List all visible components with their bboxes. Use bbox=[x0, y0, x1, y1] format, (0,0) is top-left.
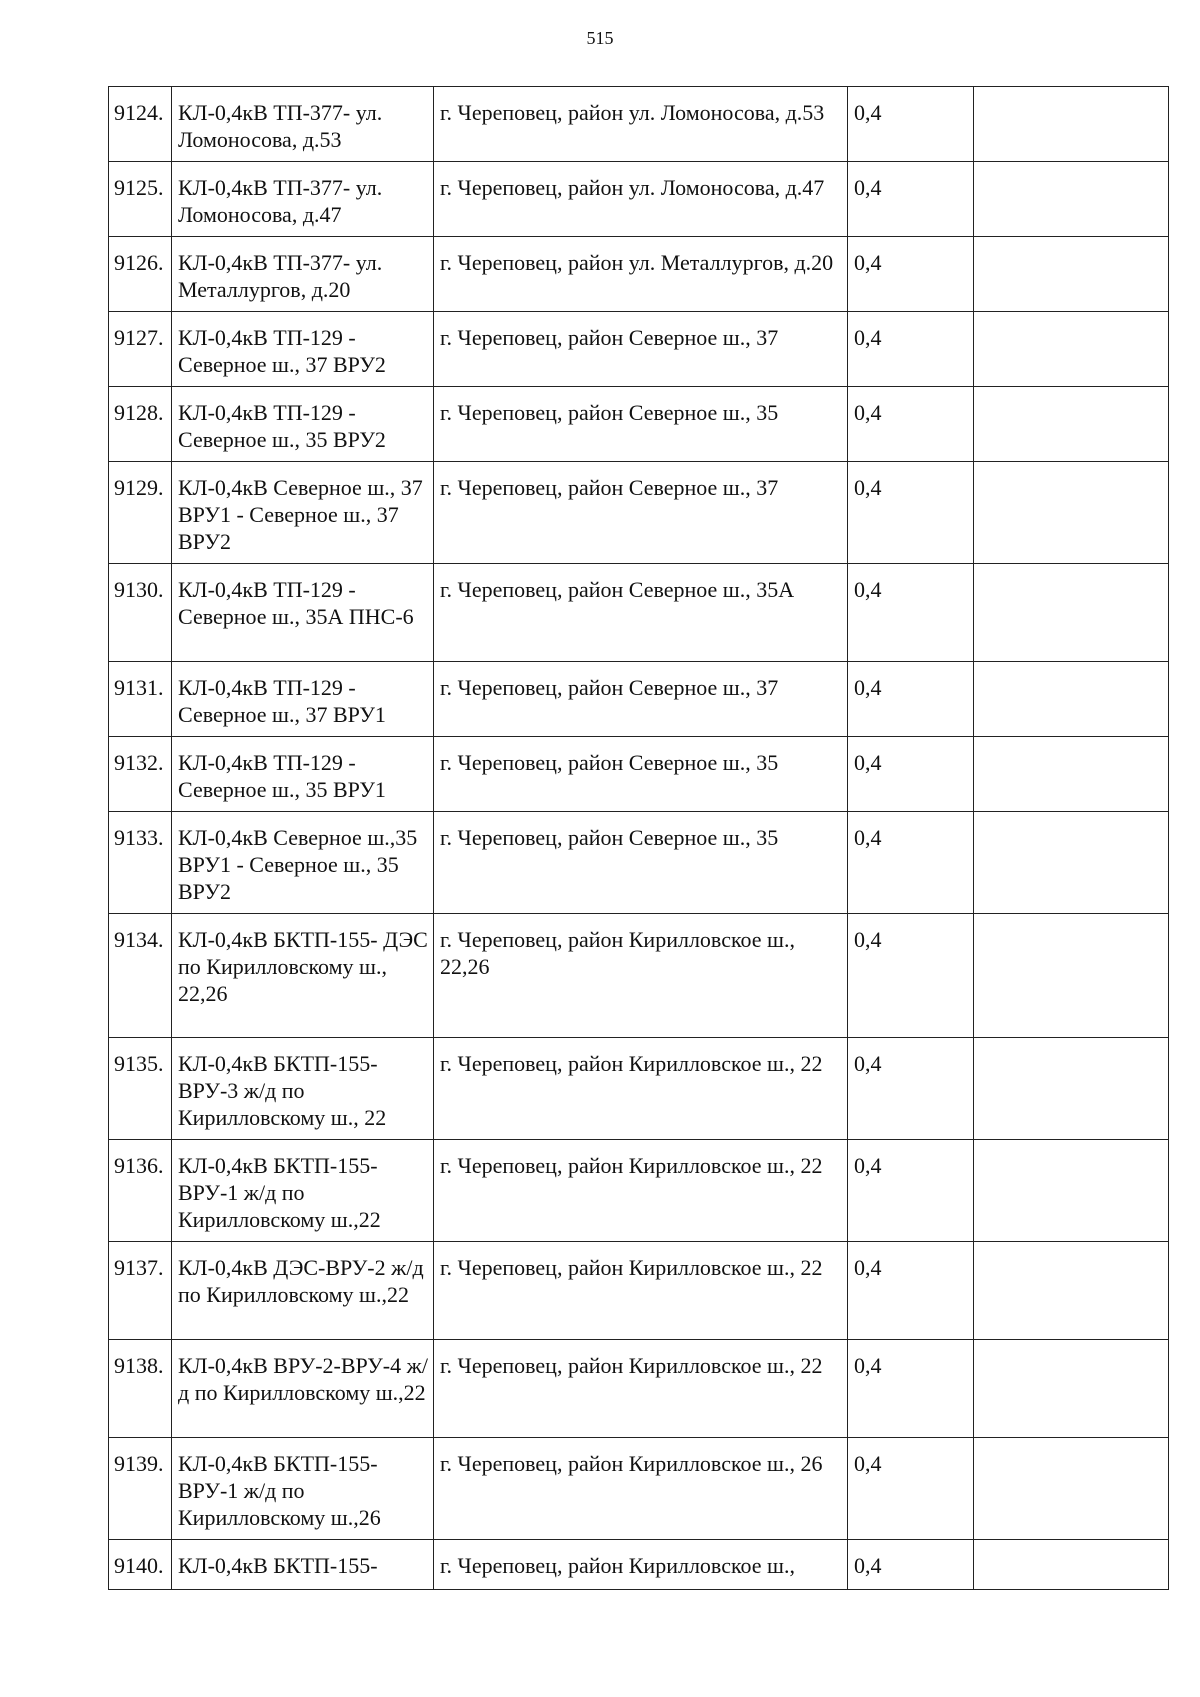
line-voltage: 0,4 bbox=[848, 1540, 974, 1590]
table-row bbox=[109, 1438, 1169, 1540]
row-number: 9130. bbox=[109, 564, 172, 662]
table-row bbox=[109, 87, 1169, 162]
line-location: г. Череповец, район Северное ш., 35 bbox=[434, 812, 848, 914]
empty-cell bbox=[974, 387, 1169, 462]
line-location: г. Череповец, район ул. Ломоносова, д.53 bbox=[434, 87, 848, 162]
line-location: г. Череповец, район Северное ш., 35А bbox=[434, 564, 848, 662]
empty-cell bbox=[974, 1242, 1169, 1340]
cable-lines-table bbox=[108, 86, 1169, 1590]
line-name: КЛ-0,4кВ Северное ш.,35 ВРУ1 - Северное ш., 35 ВРУ2 bbox=[172, 812, 434, 914]
row-number: 9136. bbox=[109, 1140, 172, 1242]
line-voltage: 0,4 bbox=[848, 462, 974, 564]
line-voltage: 0,4 bbox=[848, 312, 974, 387]
empty-cell bbox=[974, 564, 1169, 662]
empty-cell bbox=[974, 812, 1169, 914]
empty-cell bbox=[974, 1438, 1169, 1540]
page-number: 515 bbox=[586, 28, 614, 48]
line-location: г. Череповец, район Кирилловское ш., 22 bbox=[434, 1340, 848, 1438]
row-number: 9140. bbox=[109, 1540, 172, 1590]
line-location: г. Череповец, район Кирилловское ш., 22 bbox=[434, 1242, 848, 1340]
line-name: КЛ-0,4кВ БКТП-155- ВРУ-1 ж/д по Кирилловскому ш.,26 bbox=[172, 1438, 434, 1540]
line-voltage: 0,4 bbox=[848, 812, 974, 914]
line-location: г. Череповец, район Северное ш., 35 bbox=[434, 387, 848, 462]
table-row bbox=[109, 1340, 1169, 1438]
table-row bbox=[109, 462, 1169, 564]
empty-cell bbox=[974, 1340, 1169, 1438]
table-row bbox=[109, 162, 1169, 237]
line-name: КЛ-0,4кВ ТП-129 - Северное ш., 37 ВРУ2 bbox=[172, 312, 434, 387]
table-row bbox=[109, 812, 1169, 914]
row-number: 9129. bbox=[109, 462, 172, 564]
table-row bbox=[109, 312, 1169, 387]
line-location: г. Череповец, район ул. Металлургов, д.20 bbox=[434, 237, 848, 312]
row-number: 9132. bbox=[109, 737, 172, 812]
row-number: 9133. bbox=[109, 812, 172, 914]
empty-cell bbox=[974, 1038, 1169, 1140]
table-row bbox=[109, 1140, 1169, 1242]
line-location: г. Череповец, район Северное ш., 37 bbox=[434, 312, 848, 387]
line-voltage: 0,4 bbox=[848, 1140, 974, 1242]
table-body bbox=[109, 87, 1169, 1590]
table-row bbox=[109, 564, 1169, 662]
table-row bbox=[109, 1540, 1169, 1590]
line-voltage: 0,4 bbox=[848, 237, 974, 312]
row-number: 9125. bbox=[109, 162, 172, 237]
row-number: 9127. bbox=[109, 312, 172, 387]
line-voltage: 0,4 bbox=[848, 662, 974, 737]
row-number: 9126. bbox=[109, 237, 172, 312]
line-voltage: 0,4 bbox=[848, 1340, 974, 1438]
line-name: КЛ-0,4кВ Северное ш., 37 ВРУ1 - Северное ш., 37 ВРУ2 bbox=[172, 462, 434, 564]
row-number: 9138. bbox=[109, 1340, 172, 1438]
line-name: КЛ-0,4кВ ДЭС-ВРУ-2 ж/д по Кирилловскому ш.,22 bbox=[172, 1242, 434, 1340]
line-name: КЛ-0,4кВ ТП-129 - Северное ш., 35 ВРУ2 bbox=[172, 387, 434, 462]
line-voltage: 0,4 bbox=[848, 737, 974, 812]
line-name: КЛ-0,4кВ БКТП-155- ВРУ-3 ж/д по Кирилловскому ш., 22 bbox=[172, 1038, 434, 1140]
line-name: КЛ-0,4кВ ТП-377- ул. Ломоносова, д.53 bbox=[172, 87, 434, 162]
empty-cell bbox=[974, 162, 1169, 237]
line-name: КЛ-0,4кВ ТП-129 - Северное ш., 35 ВРУ1 bbox=[172, 737, 434, 812]
row-number: 9128. bbox=[109, 387, 172, 462]
line-location: г. Череповец, район ул. Ломоносова, д.47 bbox=[434, 162, 848, 237]
table-row bbox=[109, 662, 1169, 737]
line-location: г. Череповец, район Северное ш., 37 bbox=[434, 662, 848, 737]
line-voltage: 0,4 bbox=[848, 564, 974, 662]
row-number: 9134. bbox=[109, 914, 172, 1038]
table-row bbox=[109, 387, 1169, 462]
line-location: г. Череповец, район Северное ш., 37 bbox=[434, 462, 848, 564]
line-voltage: 0,4 bbox=[848, 387, 974, 462]
empty-cell bbox=[974, 237, 1169, 312]
empty-cell bbox=[974, 662, 1169, 737]
table-row bbox=[109, 237, 1169, 312]
line-name: КЛ-0,4кВ ВРУ-2-ВРУ-4 ж/д по Кирилловскому ш.,22 bbox=[172, 1340, 434, 1438]
row-number: 9124. bbox=[109, 87, 172, 162]
line-name: КЛ-0,4кВ БКТП-155- bbox=[172, 1540, 434, 1590]
line-name: КЛ-0,4кВ БКТП-155- ВРУ-1 ж/д по Кирилловскому ш.,22 bbox=[172, 1140, 434, 1242]
table-row bbox=[109, 1038, 1169, 1140]
row-number: 9139. bbox=[109, 1438, 172, 1540]
table-row bbox=[109, 1242, 1169, 1340]
line-name: КЛ-0,4кВ ТП-129 - Северное ш., 35А ПНС-6 bbox=[172, 564, 434, 662]
line-location: г. Череповец, район Кирилловское ш., 22 bbox=[434, 1038, 848, 1140]
line-name: КЛ-0,4кВ ТП-377- ул. Ломоносова, д.47 bbox=[172, 162, 434, 237]
line-voltage: 0,4 bbox=[848, 1038, 974, 1140]
line-voltage: 0,4 bbox=[848, 1438, 974, 1540]
line-voltage: 0,4 bbox=[848, 1242, 974, 1340]
empty-cell bbox=[974, 1140, 1169, 1242]
table-row bbox=[109, 914, 1169, 1038]
line-location: г. Череповец, район Кирилловское ш., 26 bbox=[434, 1438, 848, 1540]
table-row bbox=[109, 737, 1169, 812]
line-voltage: 0,4 bbox=[848, 87, 974, 162]
row-number: 9137. bbox=[109, 1242, 172, 1340]
line-name: КЛ-0,4кВ ТП-129 - Северное ш., 37 ВРУ1 bbox=[172, 662, 434, 737]
empty-cell bbox=[974, 1540, 1169, 1590]
empty-cell bbox=[974, 737, 1169, 812]
line-location: г. Череповец, район Кирилловское ш., bbox=[434, 1540, 848, 1590]
empty-cell bbox=[974, 312, 1169, 387]
row-number: 9131. bbox=[109, 662, 172, 737]
line-name: КЛ-0,4кВ ТП-377- ул. Металлургов, д.20 bbox=[172, 237, 434, 312]
line-location: г. Череповец, район Северное ш., 35 bbox=[434, 737, 848, 812]
empty-cell bbox=[974, 462, 1169, 564]
line-location: г. Череповец, район Кирилловское ш., 22,26 bbox=[434, 914, 848, 1038]
line-location: г. Череповец, район Кирилловское ш., 22 bbox=[434, 1140, 848, 1242]
line-name: КЛ-0,4кВ БКТП-155- ДЭС по Кирилловскому ш., 22,26 bbox=[172, 914, 434, 1038]
row-number: 9135. bbox=[109, 1038, 172, 1140]
line-voltage: 0,4 bbox=[848, 914, 974, 1038]
empty-cell bbox=[974, 87, 1169, 162]
empty-cell bbox=[974, 914, 1169, 1038]
line-voltage: 0,4 bbox=[848, 162, 974, 237]
